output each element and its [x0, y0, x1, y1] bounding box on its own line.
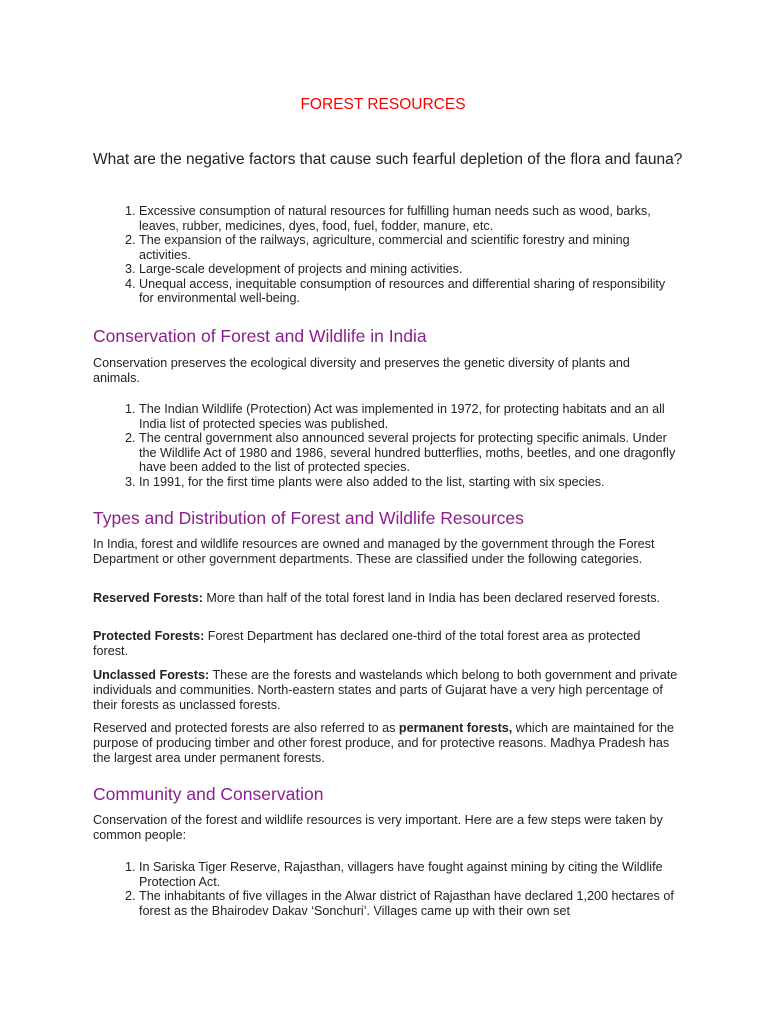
question-heading: What are the negative factors that cause such fearful depletion of the flora and fauna? — [93, 151, 683, 168]
permanent-forests-post: which are maintained for the purpose of producing timber and other forest produce, and for protective reasons. Madhya Pradesh has the largest area under permanent forests. — [93, 721, 675, 765]
community-intro: Conservation of the forest and wildlife resources is very important. Here are a few steps were taken by common people: — [93, 813, 663, 842]
list-item: 1. The Indian Wildlife (Protection) Act was implemented in 1972, for protecting habitats and an all India list of protected species was published. — [139, 402, 683, 431]
list-item: 2. The inhabitants of five villages in the Alwar district of Rajasthan have declared 1,200 hectares of forest as the Bhairodev Dakav ‘Sonchuri’. Villages came up with their own set — [139, 889, 683, 918]
conservation-intro: Conservation preserves the ecological diversity and preserves the genetic diversity of plants and animals. — [93, 356, 630, 385]
permanent-forests-label: permanent forests, — [398, 721, 513, 735]
list-item: 1. In Sariska Tiger Reserve, Rajasthan, villagers have fought against mining by citing the Wildlife Protection Act. — [139, 860, 683, 889]
conservation-list — [93, 402, 683, 489]
protected-forests-label: Protected Forests: — [93, 629, 205, 643]
list-item: 3. Large-scale development of projects and mining activities. — [139, 262, 683, 277]
list-item: 1. Excessive consumption of natural resources for fulfilling human needs such as wood, barks, leaves, rubber, medicines, dyes, food, fuel, fodder, manure, etc. — [139, 204, 683, 233]
permanent-forests-paragraph — [93, 721, 678, 766]
unclassed-forests-text: These are the forests and wastelands which belong to both government and private individuals and communities. North-eastern states and parts of Gujarat have a very high percentage of their forests as unclassed forests. — [93, 668, 678, 712]
reserved-forests-label: Reserved Forests: — [93, 591, 203, 605]
protected-forests-text: Forest Department has declared one-third of the total forest area as protected forest. — [93, 629, 641, 658]
section-heading-community: Community and Conservation — [93, 784, 324, 804]
section-heading-types: Types and Distribution of Forest and Wildlife Resources — [93, 508, 524, 528]
permanent-forests-pre: Reserved and protected forests are also referred to as — [93, 721, 399, 735]
types-intro: In India, forest and wildlife resources are owned and managed by the government through the Forest Department or other government departments. These are classified under the following categories. — [93, 537, 655, 566]
list-item: 2. The expansion of the railways, agriculture, commercial and scientific forestry and mining activities. — [139, 233, 683, 262]
reserved-forests-paragraph — [93, 591, 678, 606]
protected-forests-paragraph — [93, 629, 678, 659]
section-heading-conservation: Conservation of Forest and Wildlife in India — [93, 326, 427, 346]
list-item: 3. In 1991, for the first time plants were also added to the list, starting with six species. — [139, 475, 683, 490]
unclassed-forests-paragraph — [93, 668, 678, 713]
unclassed-forests-label: Unclassed Forests: — [93, 668, 210, 682]
list-item: 4. Unequal access, inequitable consumption of resources and differential sharing of responsibility for environmental well-being. — [139, 277, 683, 306]
document-title: FOREST RESOURCES — [300, 96, 466, 113]
reserved-forests-text: More than half of the total forest land in India has been declared reserved forests. — [202, 591, 661, 605]
negative-factors-list — [93, 204, 683, 306]
community-list — [93, 860, 683, 918]
list-item: 2. The central government also announced several projects for protecting specific animals. Under the Wildlife Act of 1980 and 1986, several hundred butterflies, moths, beetles, and one dragonfly have been added to the list of protected species. — [139, 431, 683, 475]
